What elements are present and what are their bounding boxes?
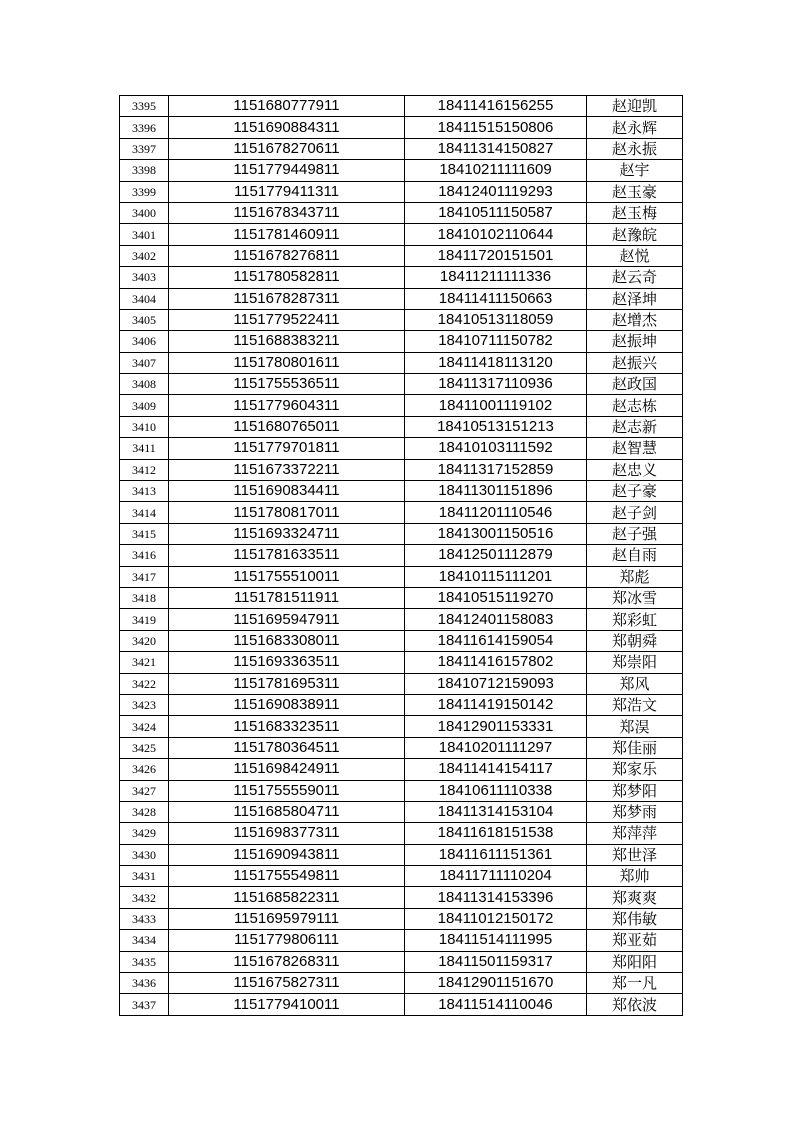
id-number-cell: 1151693324711 — [169, 523, 405, 544]
exam-number-cell: 18411720151501 — [405, 245, 587, 266]
exam-number-cell: 18410611110338 — [405, 780, 587, 801]
seq-number-cell: 3414 — [120, 502, 169, 523]
seq-number-cell: 3431 — [120, 866, 169, 887]
name-cell: 郑梦阳 — [587, 780, 683, 801]
exam-number-cell: 18411012150172 — [405, 908, 587, 929]
exam-number-cell: 18411317110936 — [405, 374, 587, 395]
table-row — [120, 374, 683, 395]
name-cell: 赵云奇 — [587, 267, 683, 288]
exam-number-cell: 18412901153331 — [405, 716, 587, 737]
id-number-cell: 1151779604311 — [169, 395, 405, 416]
seq-number-cell: 3425 — [120, 737, 169, 758]
id-number-cell: 1151780364511 — [169, 737, 405, 758]
exam-number-cell: 18411314150827 — [405, 138, 587, 159]
id-number-cell: 1151678276811 — [169, 245, 405, 266]
name-cell: 赵智慧 — [587, 438, 683, 459]
name-cell: 赵增杰 — [587, 309, 683, 330]
table-row — [120, 673, 683, 694]
exam-number-cell: 18411301151896 — [405, 481, 587, 502]
id-number-cell: 1151780582811 — [169, 267, 405, 288]
id-number-cell: 1151781695311 — [169, 673, 405, 694]
table-row — [120, 887, 683, 908]
table-row — [120, 716, 683, 737]
seq-number-cell: 3428 — [120, 801, 169, 822]
exam-number-cell: 18411711110204 — [405, 866, 587, 887]
name-cell: 赵忠义 — [587, 459, 683, 480]
table-row — [120, 973, 683, 994]
id-number-cell: 1151690884311 — [169, 117, 405, 138]
table-row — [120, 630, 683, 651]
id-number-cell: 1151673372211 — [169, 459, 405, 480]
seq-number-cell: 3435 — [120, 951, 169, 972]
name-cell: 赵志新 — [587, 416, 683, 437]
seq-number-cell: 3403 — [120, 267, 169, 288]
exam-number-cell: 18410511150587 — [405, 202, 587, 223]
seq-number-cell: 3420 — [120, 630, 169, 651]
exam-number-cell: 18411611151361 — [405, 844, 587, 865]
id-number-cell: 1151690943811 — [169, 844, 405, 865]
name-cell: 郑亚茹 — [587, 930, 683, 951]
id-number-cell: 1151683308011 — [169, 630, 405, 651]
exam-number-cell: 18411317152859 — [405, 459, 587, 480]
table-row — [120, 587, 683, 608]
exam-number-cell: 18411414154117 — [405, 759, 587, 780]
name-cell: 赵政国 — [587, 374, 683, 395]
seq-number-cell: 3423 — [120, 694, 169, 715]
name-cell: 赵子豪 — [587, 481, 683, 502]
exam-number-cell: 18411419150142 — [405, 694, 587, 715]
id-number-cell: 1151690834411 — [169, 481, 405, 502]
exam-number-cell: 18410513151213 — [405, 416, 587, 437]
table-row — [120, 224, 683, 245]
id-number-cell: 1151755559011 — [169, 780, 405, 801]
id-number-cell: 1151698424911 — [169, 759, 405, 780]
id-number-cell: 1151693363511 — [169, 652, 405, 673]
id-number-cell: 1151779701811 — [169, 438, 405, 459]
seq-number-cell: 3406 — [120, 331, 169, 352]
exam-number-cell: 18411514111995 — [405, 930, 587, 951]
table-row — [120, 694, 683, 715]
table-row — [120, 181, 683, 202]
table-row — [120, 759, 683, 780]
exam-number-cell: 18411314153104 — [405, 801, 587, 822]
name-cell: 郑世泽 — [587, 844, 683, 865]
name-cell: 郑阳阳 — [587, 951, 683, 972]
exam-number-cell: 18411211111336 — [405, 267, 587, 288]
table-row — [120, 780, 683, 801]
id-number-cell: 1151779411311 — [169, 181, 405, 202]
table-row — [120, 545, 683, 566]
table-row — [120, 309, 683, 330]
id-number-cell: 1151680777911 — [169, 96, 405, 117]
seq-number-cell: 3417 — [120, 566, 169, 587]
exam-number-cell: 18411614159054 — [405, 630, 587, 651]
table-row — [120, 160, 683, 181]
exam-number-cell: 18410211111609 — [405, 160, 587, 181]
exam-number-cell: 18410513118059 — [405, 309, 587, 330]
id-number-cell: 1151781460911 — [169, 224, 405, 245]
seq-number-cell: 3436 — [120, 973, 169, 994]
seq-number-cell: 3415 — [120, 523, 169, 544]
name-cell: 赵悦 — [587, 245, 683, 266]
name-cell: 郑朝舜 — [587, 630, 683, 651]
table-row — [120, 652, 683, 673]
id-number-cell: 1151755549811 — [169, 866, 405, 887]
exam-number-cell: 18411314153396 — [405, 887, 587, 908]
table-row — [120, 202, 683, 223]
seq-number-cell: 3404 — [120, 288, 169, 309]
table-row — [120, 908, 683, 929]
seq-number-cell: 3397 — [120, 138, 169, 159]
table-row — [120, 866, 683, 887]
table-row — [120, 823, 683, 844]
name-cell: 郑浩文 — [587, 694, 683, 715]
table-row — [120, 502, 683, 523]
name-cell: 郑帅 — [587, 866, 683, 887]
name-cell: 郑佳丽 — [587, 737, 683, 758]
seq-number-cell: 3408 — [120, 374, 169, 395]
table-row — [120, 117, 683, 138]
seq-number-cell: 3410 — [120, 416, 169, 437]
table-row — [120, 844, 683, 865]
table-row — [120, 138, 683, 159]
seq-number-cell: 3396 — [120, 117, 169, 138]
exam-number-cell: 18411418113120 — [405, 352, 587, 373]
seq-number-cell: 3432 — [120, 887, 169, 908]
seq-number-cell: 3437 — [120, 994, 169, 1015]
name-cell: 赵子剑 — [587, 502, 683, 523]
name-cell: 赵宇 — [587, 160, 683, 181]
exam-number-cell: 18412901151670 — [405, 973, 587, 994]
name-cell: 赵玉豪 — [587, 181, 683, 202]
seq-number-cell: 3412 — [120, 459, 169, 480]
table-row — [120, 994, 683, 1015]
table-row — [120, 459, 683, 480]
id-number-cell: 1151678270611 — [169, 138, 405, 159]
seq-number-cell: 3405 — [120, 309, 169, 330]
table-row — [120, 288, 683, 309]
table-row — [120, 523, 683, 544]
seq-number-cell: 3424 — [120, 716, 169, 737]
name-cell: 赵玉梅 — [587, 202, 683, 223]
seq-number-cell: 3419 — [120, 609, 169, 630]
exam-number-cell: 18410103111592 — [405, 438, 587, 459]
id-number-cell: 1151780801611 — [169, 352, 405, 373]
id-number-cell: 1151695979111 — [169, 908, 405, 929]
table-row — [120, 245, 683, 266]
name-cell: 郑彩虹 — [587, 609, 683, 630]
exam-number-cell: 18412401119293 — [405, 181, 587, 202]
exam-number-cell: 18410712159093 — [405, 673, 587, 694]
id-number-cell: 1151779410011 — [169, 994, 405, 1015]
seq-number-cell: 3418 — [120, 587, 169, 608]
name-cell: 赵志栋 — [587, 395, 683, 416]
exam-number-cell: 18411201110546 — [405, 502, 587, 523]
name-cell: 赵迎凯 — [587, 96, 683, 117]
seq-number-cell: 3395 — [120, 96, 169, 117]
name-cell: 赵振兴 — [587, 352, 683, 373]
name-cell: 赵永辉 — [587, 117, 683, 138]
exam-number-cell: 18410711150782 — [405, 331, 587, 352]
name-cell: 郑家乐 — [587, 759, 683, 780]
name-cell: 赵自雨 — [587, 545, 683, 566]
exam-number-cell: 18411416157802 — [405, 652, 587, 673]
table-row — [120, 96, 683, 117]
table-row — [120, 566, 683, 587]
table-row — [120, 352, 683, 373]
seq-number-cell: 3429 — [120, 823, 169, 844]
seq-number-cell: 3433 — [120, 908, 169, 929]
table-row — [120, 416, 683, 437]
id-number-cell: 1151695947911 — [169, 609, 405, 630]
name-cell: 郑风 — [587, 673, 683, 694]
table-row — [120, 951, 683, 972]
id-number-cell: 1151678343711 — [169, 202, 405, 223]
name-cell: 郑爽爽 — [587, 887, 683, 908]
name-cell: 郑萍萍 — [587, 823, 683, 844]
seq-number-cell: 3426 — [120, 759, 169, 780]
id-number-cell: 1151680765011 — [169, 416, 405, 437]
table-row — [120, 438, 683, 459]
name-cell: 赵振坤 — [587, 331, 683, 352]
exam-number-cell: 18410115111201 — [405, 566, 587, 587]
name-cell: 赵泽坤 — [587, 288, 683, 309]
table-row — [120, 801, 683, 822]
table-row — [120, 267, 683, 288]
name-cell: 郑依波 — [587, 994, 683, 1015]
id-number-cell: 1151690838911 — [169, 694, 405, 715]
id-number-cell: 1151678268311 — [169, 951, 405, 972]
seq-number-cell: 3416 — [120, 545, 169, 566]
id-number-cell: 1151685804711 — [169, 801, 405, 822]
id-number-cell: 1151779449811 — [169, 160, 405, 181]
seq-number-cell: 3430 — [120, 844, 169, 865]
seq-number-cell: 3402 — [120, 245, 169, 266]
name-cell: 赵豫皖 — [587, 224, 683, 245]
table-row — [120, 481, 683, 502]
seq-number-cell: 3398 — [120, 160, 169, 181]
id-number-cell: 1151755510011 — [169, 566, 405, 587]
seq-number-cell: 3427 — [120, 780, 169, 801]
name-cell: 郑梦雨 — [587, 801, 683, 822]
exam-number-cell: 18412501112879 — [405, 545, 587, 566]
exam-number-cell: 18411515150806 — [405, 117, 587, 138]
name-cell: 郑伟敏 — [587, 908, 683, 929]
table-row — [120, 331, 683, 352]
seq-number-cell: 3407 — [120, 352, 169, 373]
name-cell: 赵子强 — [587, 523, 683, 544]
exam-number-cell: 18410102110644 — [405, 224, 587, 245]
name-cell: 郑淏 — [587, 716, 683, 737]
exam-number-cell: 18410201111297 — [405, 737, 587, 758]
exam-number-cell: 18411411150663 — [405, 288, 587, 309]
seq-number-cell: 3411 — [120, 438, 169, 459]
id-number-cell: 1151683323511 — [169, 716, 405, 737]
seq-number-cell: 3421 — [120, 652, 169, 673]
roster-table — [119, 95, 683, 1016]
seq-number-cell: 3400 — [120, 202, 169, 223]
exam-number-cell: 18411514110046 — [405, 994, 587, 1015]
id-number-cell: 1151755536511 — [169, 374, 405, 395]
id-number-cell: 1151779522411 — [169, 309, 405, 330]
id-number-cell: 1151781511911 — [169, 587, 405, 608]
seq-number-cell: 3401 — [120, 224, 169, 245]
id-number-cell: 1151779806111 — [169, 930, 405, 951]
exam-number-cell: 18413001150516 — [405, 523, 587, 544]
name-cell: 郑冰雪 — [587, 587, 683, 608]
exam-number-cell: 18411501159317 — [405, 951, 587, 972]
seq-number-cell: 3399 — [120, 181, 169, 202]
id-number-cell: 1151698377311 — [169, 823, 405, 844]
seq-number-cell: 3422 — [120, 673, 169, 694]
seq-number-cell: 3413 — [120, 481, 169, 502]
id-number-cell: 1151675827311 — [169, 973, 405, 994]
name-cell: 赵永振 — [587, 138, 683, 159]
exam-number-cell: 18411416156255 — [405, 96, 587, 117]
exam-number-cell: 18410515119270 — [405, 587, 587, 608]
id-number-cell: 1151678287311 — [169, 288, 405, 309]
id-number-cell: 1151688383211 — [169, 331, 405, 352]
table-row — [120, 737, 683, 758]
seq-number-cell: 3409 — [120, 395, 169, 416]
name-cell: 郑彪 — [587, 566, 683, 587]
id-number-cell: 1151781633511 — [169, 545, 405, 566]
name-cell: 郑一凡 — [587, 973, 683, 994]
table-row — [120, 930, 683, 951]
seq-number-cell: 3434 — [120, 930, 169, 951]
roster-table-body — [120, 96, 683, 1016]
exam-number-cell: 18411618151538 — [405, 823, 587, 844]
table-row — [120, 609, 683, 630]
name-cell: 郑崇阳 — [587, 652, 683, 673]
exam-number-cell: 18412401158083 — [405, 609, 587, 630]
id-number-cell: 1151685822311 — [169, 887, 405, 908]
exam-number-cell: 18411001119102 — [405, 395, 587, 416]
table-row — [120, 395, 683, 416]
id-number-cell: 1151780817011 — [169, 502, 405, 523]
